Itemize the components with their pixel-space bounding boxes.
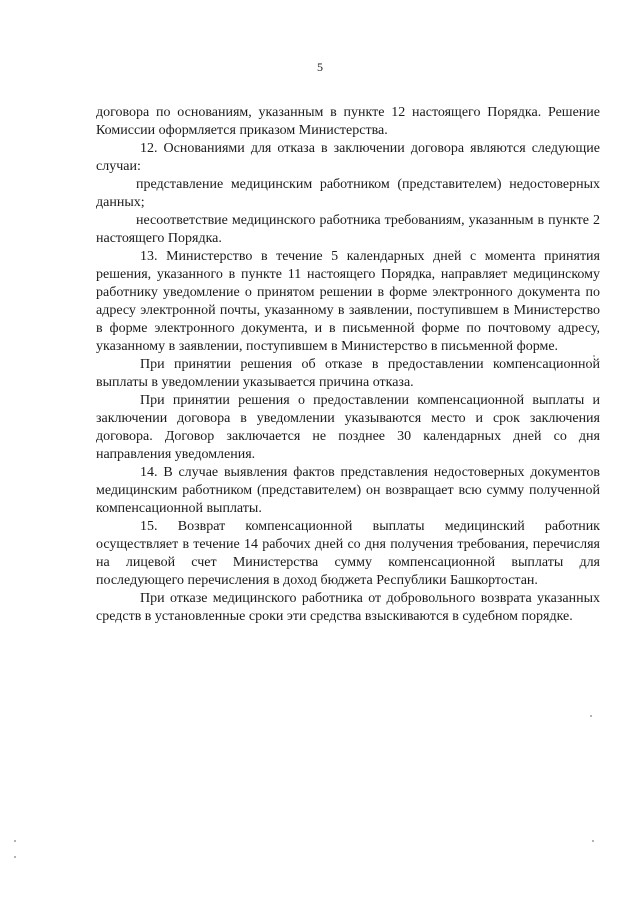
scan-speck <box>593 355 595 357</box>
list-item-false-data: представление медицинским работником (представителем) недостоверных данных; <box>96 177 600 210</box>
paragraph-12: 12. Основаниями для отказа в заключении договора являются следующие случаи: <box>96 141 600 174</box>
scan-speck <box>14 856 16 858</box>
document-body <box>96 104 600 626</box>
paragraph-contract-terms: При принятии решения о предоставлении компенсационной выплаты и заключении договора в уведомлении указываются место и срок заключения договора. Договор заключается не позднее 30 календарных дней со дня направления уведомления. <box>96 393 600 462</box>
page-number: 5 <box>317 60 323 74</box>
paragraph-refusal-reason: При принятии решения об отказе в предоставлении компенсационной выплаты в уведомлении указывается причина отказа. <box>96 357 600 390</box>
paragraph-13: 13. Министерство в течение 5 календарных дней с момента принятия решения, указанного в пункте 11 настоящего Порядка, направляет медицинскому работнику уведомление о принятом решении в форме электронного документа по адресу электронной почты, указанному в заявлении, поступившем в Министерство в форме электронного документа, и в письменной форме по почтовому адресу, указанному в заявлении, поступившем в Министерство в письменной форме. <box>96 249 600 354</box>
scan-speck <box>590 715 592 717</box>
paragraph-14: 14. В случае выявления фактов представления недостоверных документов медицинским работником (представителем) он возвращает всю сумму полученной компенсационной выплаты. <box>96 465 600 516</box>
list-item-requirements-mismatch: несоответствие медицинского работника требованиям, указанным в пункте 2 настоящего Порядка. <box>96 213 600 246</box>
scan-speck <box>592 840 594 842</box>
scan-speck <box>14 840 16 842</box>
paragraph-court-recovery: При отказе медицинского работника от добровольного возврата указанных средств в установленные сроки эти средства взыскиваются в судебном порядке. <box>96 591 600 624</box>
paragraph-continuation: договора по основаниям, указанным в пункте 12 настоящего Порядка. Решение Комиссии оформляется приказом Министерства. <box>96 105 600 138</box>
paragraph-15: 15. Возврат компенсационной выплаты медицинский работник осуществляет в течение 14 рабочих дней со дня получения требования, перечисляя на лицевой счет Министерства сумму компенсационной выплаты для последующего перечисления в доход бюджета Республики Башкортостан. <box>96 519 600 588</box>
